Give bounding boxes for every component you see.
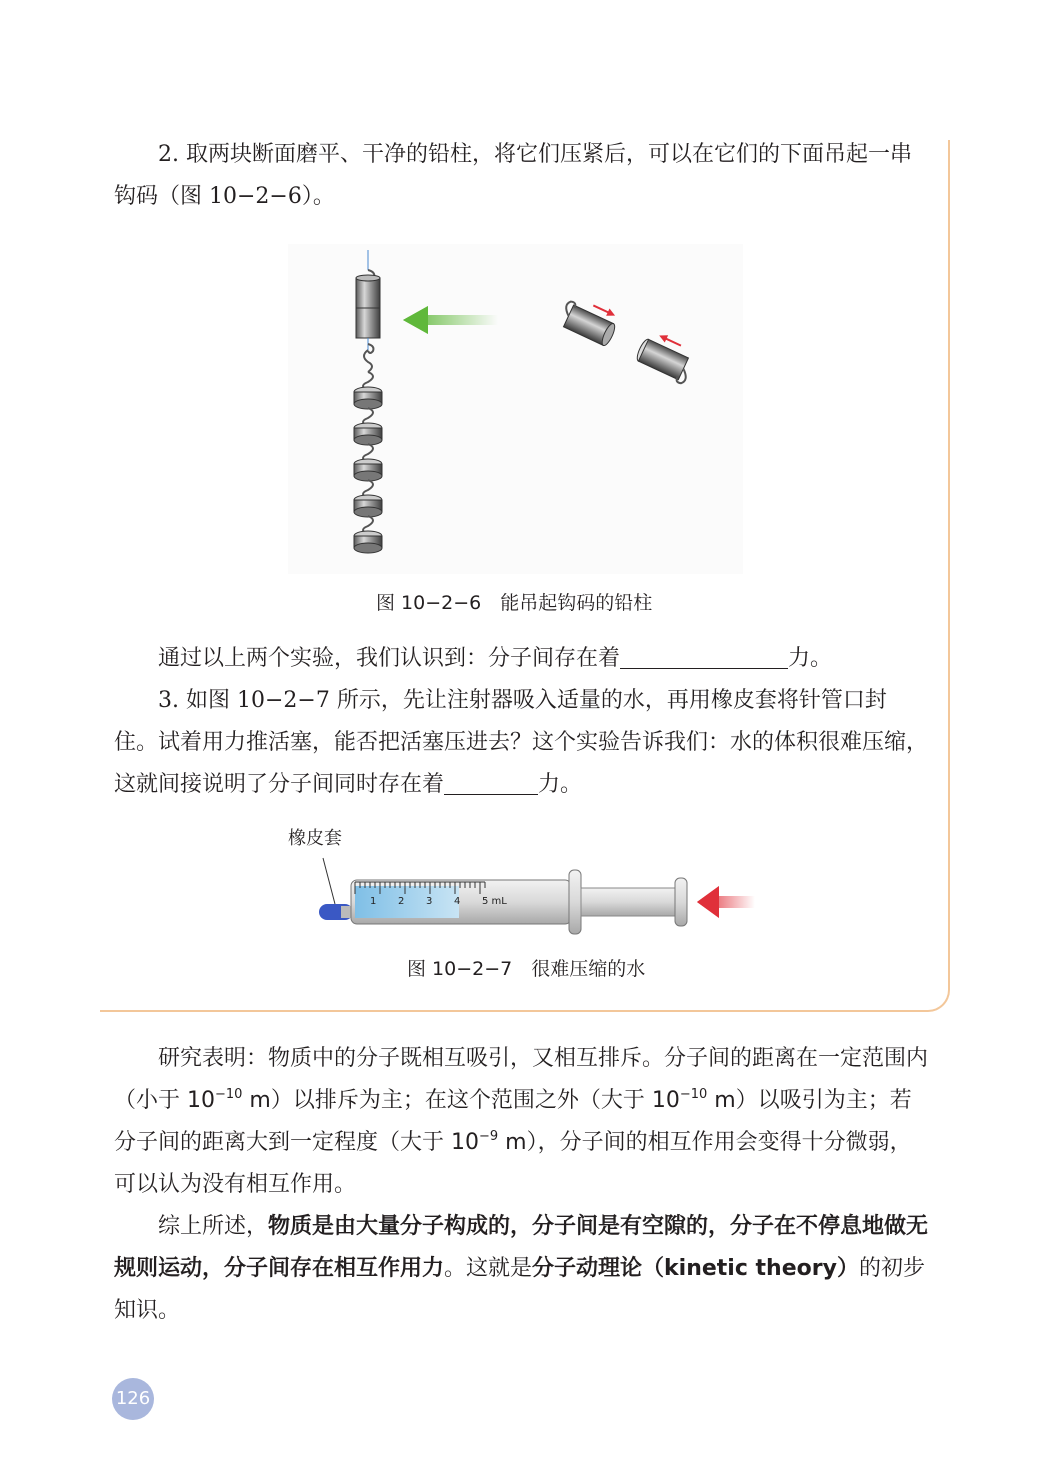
figure-lead-cylinders	[288, 244, 743, 574]
label-rubber-cap: 橡皮套	[288, 828, 342, 849]
tick-label: 3	[426, 896, 433, 907]
paragraph-summary: 综上所述，物质是由大量分子构成的，分子间是有空隙的，分子在不停息地做无规则运动，分子间存在相互作用力。这就是分子动理论（kinetic theory）的初步知识。	[114, 1214, 929, 1323]
tick-label: 1	[370, 896, 377, 907]
paragraph-experiment-2: 2. 取两块断面磨平、干净的铅柱，将它们压紧后，可以在它们的下面吊起一串钩码（图 10−2−6）。	[114, 142, 912, 209]
figure-caption-10-2-6: 图 10−2−6 能吊起钩码的铅柱	[376, 592, 653, 614]
answer-blank-2[interactable]	[444, 768, 538, 795]
paragraph-research: 研究表明：物质中的分子既相互吸引，又相互排斥。分子间的距离在一定范围内（小于 $10^{-10}$ m）以排斥为主；在这个范围之外（大于 $10^{-10}$ m）以吸引为主；若分子间的距离大到一定程度（大于 $10^{-9}$ m），分子间的相互作用会变得十分微弱，可以认为没有相互作用。	[114, 1046, 929, 1197]
page-number-badge: 126	[112, 1378, 154, 1420]
paragraph-conclusion-attraction: 通过以上两个实验，我们认识到：分子间存在着 力。	[114, 638, 930, 680]
paragraph-experiment-3: 3. 如图 10−2−7 所示，先让注射器吸入适量的水，再用橡皮套将针管口封住。试着用力推活塞，能否把活塞压进去？这个实验告诉我们：水的体积很难压缩，这就间接说明了分子间同时存在着 力。	[114, 688, 929, 797]
answer-blank-1[interactable]	[620, 642, 788, 669]
figure-syringe	[285, 820, 765, 950]
tick-label: 5 mL	[482, 896, 507, 907]
tick-label: 2	[398, 896, 405, 907]
tick-label: 4	[454, 896, 461, 907]
figure-caption-10-2-7: 图 10−2−7 很难压缩的水	[407, 958, 646, 980]
